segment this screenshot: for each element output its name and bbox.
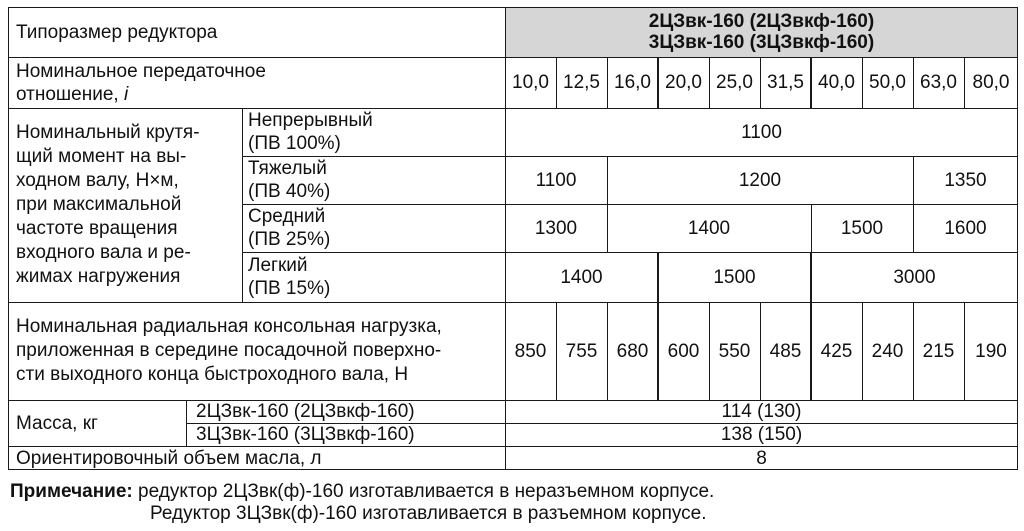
torque-medium-value: 1300 xyxy=(534,217,578,239)
torque-light-value: 1500 xyxy=(713,266,756,288)
mode-continuous-label: Непрерывный (ПВ 100%) xyxy=(248,110,373,154)
col-line xyxy=(810,252,812,302)
ratio-label-line2: отношение, xyxy=(16,83,124,105)
size-label: Типоразмер редуктора xyxy=(16,21,218,43)
note-text1: редуктор 2ЦЗвк(ф)-160 изготавливается в неразъемном корпусе. xyxy=(132,481,715,502)
col-line xyxy=(810,302,812,400)
row-line xyxy=(242,204,1018,205)
col-line xyxy=(811,204,812,252)
model-header xyxy=(505,7,1018,57)
ratio-value: 25,0 xyxy=(716,72,753,93)
col-line xyxy=(657,252,659,302)
mass-model-2: 2ЦЗвк-160 (2ЦЗвкф-160) xyxy=(196,401,415,422)
col-line xyxy=(556,57,557,108)
border-bottom xyxy=(8,469,1018,470)
ratio-value: 50,0 xyxy=(869,72,906,93)
col-line xyxy=(709,57,710,108)
mode-medium-label: Средний (ПВ 25%) xyxy=(248,206,331,250)
ratio-value: 80,0 xyxy=(972,72,1010,93)
row-line xyxy=(8,108,1018,109)
radial-load-value: 600 xyxy=(667,340,700,362)
row-line xyxy=(8,446,1018,447)
col-line xyxy=(657,302,659,400)
col-line xyxy=(760,302,761,400)
radial-load-value: 850 xyxy=(514,340,547,362)
radial-load-value: 550 xyxy=(718,340,751,362)
border-top xyxy=(8,7,1018,8)
radial-load-value: 190 xyxy=(975,340,1007,362)
col-line xyxy=(862,302,863,400)
radial-load-value: 485 xyxy=(769,340,802,362)
col-line xyxy=(862,57,863,108)
col-line-mode xyxy=(242,108,243,302)
col-line xyxy=(964,302,965,400)
ratio-label xyxy=(8,57,505,108)
mode-heavy-label: Тяжелый (ПВ 40%) xyxy=(248,158,331,202)
radial-load-value: 755 xyxy=(565,340,598,362)
col-line xyxy=(607,204,608,252)
torque-medium-value: 1600 xyxy=(944,217,987,239)
col-line xyxy=(607,57,608,108)
ratio-value: 20,0 xyxy=(665,72,702,93)
col-line xyxy=(913,302,914,400)
torque-continuous-value: 1100 xyxy=(741,121,782,143)
row-line xyxy=(242,156,1018,157)
torque-medium-value: 1500 xyxy=(840,217,884,239)
col-line xyxy=(556,302,557,400)
col-line xyxy=(913,204,914,252)
row-line xyxy=(242,252,1018,253)
ratio-variable: i xyxy=(123,83,129,105)
ratio-value: 16,0 xyxy=(614,72,651,93)
oil-volume-value: 8 xyxy=(756,447,767,469)
col-line xyxy=(913,57,914,108)
radial-load-value: 240 xyxy=(871,340,904,362)
col-line xyxy=(607,156,608,204)
radial-load-value: 425 xyxy=(820,340,853,362)
col-line-mass xyxy=(186,400,187,446)
col-line xyxy=(657,57,659,108)
mass-model-3: 3ЦЗвк-160 (3ЦЗвкф-160) xyxy=(196,424,415,445)
torque-label: Номинальный крутя- щий момент на вы- ходном валу, Н×м, при максимальной частоте вращения входного вала и ре- жимах нагружения xyxy=(16,122,200,287)
row-line xyxy=(186,423,1018,424)
ratio-value: 63,0 xyxy=(920,72,957,93)
col-line xyxy=(810,57,812,108)
ratio-value: 10,0 xyxy=(512,72,549,93)
mode-light-label: Легкий (ПВ 15%) xyxy=(248,255,331,299)
ratio-label-line1: Номинальное передаточное xyxy=(16,60,266,82)
mass-label: Масса, кг xyxy=(16,412,98,434)
row-line xyxy=(8,302,1018,303)
ratio-label-line2-wrap xyxy=(16,83,128,106)
radial-load-value: 680 xyxy=(616,340,649,362)
torque-medium-value: 1400 xyxy=(687,217,731,239)
torque-heavy-value: 1350 xyxy=(944,169,987,191)
radial-load-label: Номинальная радиальная консольная нагрузка, приложенная в середине посадочной поверхно- сти выходного конца быстроходного вала, Н xyxy=(16,316,442,385)
note-title: Примечание: xyxy=(10,481,133,502)
torque-light-value: 3000 xyxy=(893,266,936,288)
col-line xyxy=(607,302,608,400)
row-line xyxy=(8,400,1018,401)
col-line xyxy=(964,57,965,108)
ratio-value: 12,5 xyxy=(563,72,600,93)
row-line xyxy=(8,57,1018,58)
col-line xyxy=(913,156,914,204)
ratio-value: 40,0 xyxy=(818,72,855,93)
mass-value-3: 138 (150) xyxy=(720,424,803,445)
model-header-line2: 3ЦЗвк-160 (3ЦЗвкф-160) xyxy=(648,32,875,53)
note-line1 xyxy=(10,481,714,503)
oil-volume-label: Ориентировочный объем масла, л xyxy=(16,447,322,469)
ratio-value: 31,5 xyxy=(767,72,804,93)
note-line2: Редуктор 3ЦЗвк(ф)-160 изготавливается в разъемном корпусе. xyxy=(150,503,707,524)
radial-load-value: 215 xyxy=(922,340,955,362)
model-header-line1: 2ЦЗвк-160 (2ЦЗвкф-160) xyxy=(648,11,875,32)
torque-heavy-value: 1100 xyxy=(535,169,577,191)
mass-value-2: 114 (130) xyxy=(721,401,802,422)
col-line xyxy=(760,57,761,108)
torque-light-value: 1400 xyxy=(560,266,603,288)
torque-heavy-value: 1200 xyxy=(738,169,782,191)
col-line xyxy=(709,302,710,400)
